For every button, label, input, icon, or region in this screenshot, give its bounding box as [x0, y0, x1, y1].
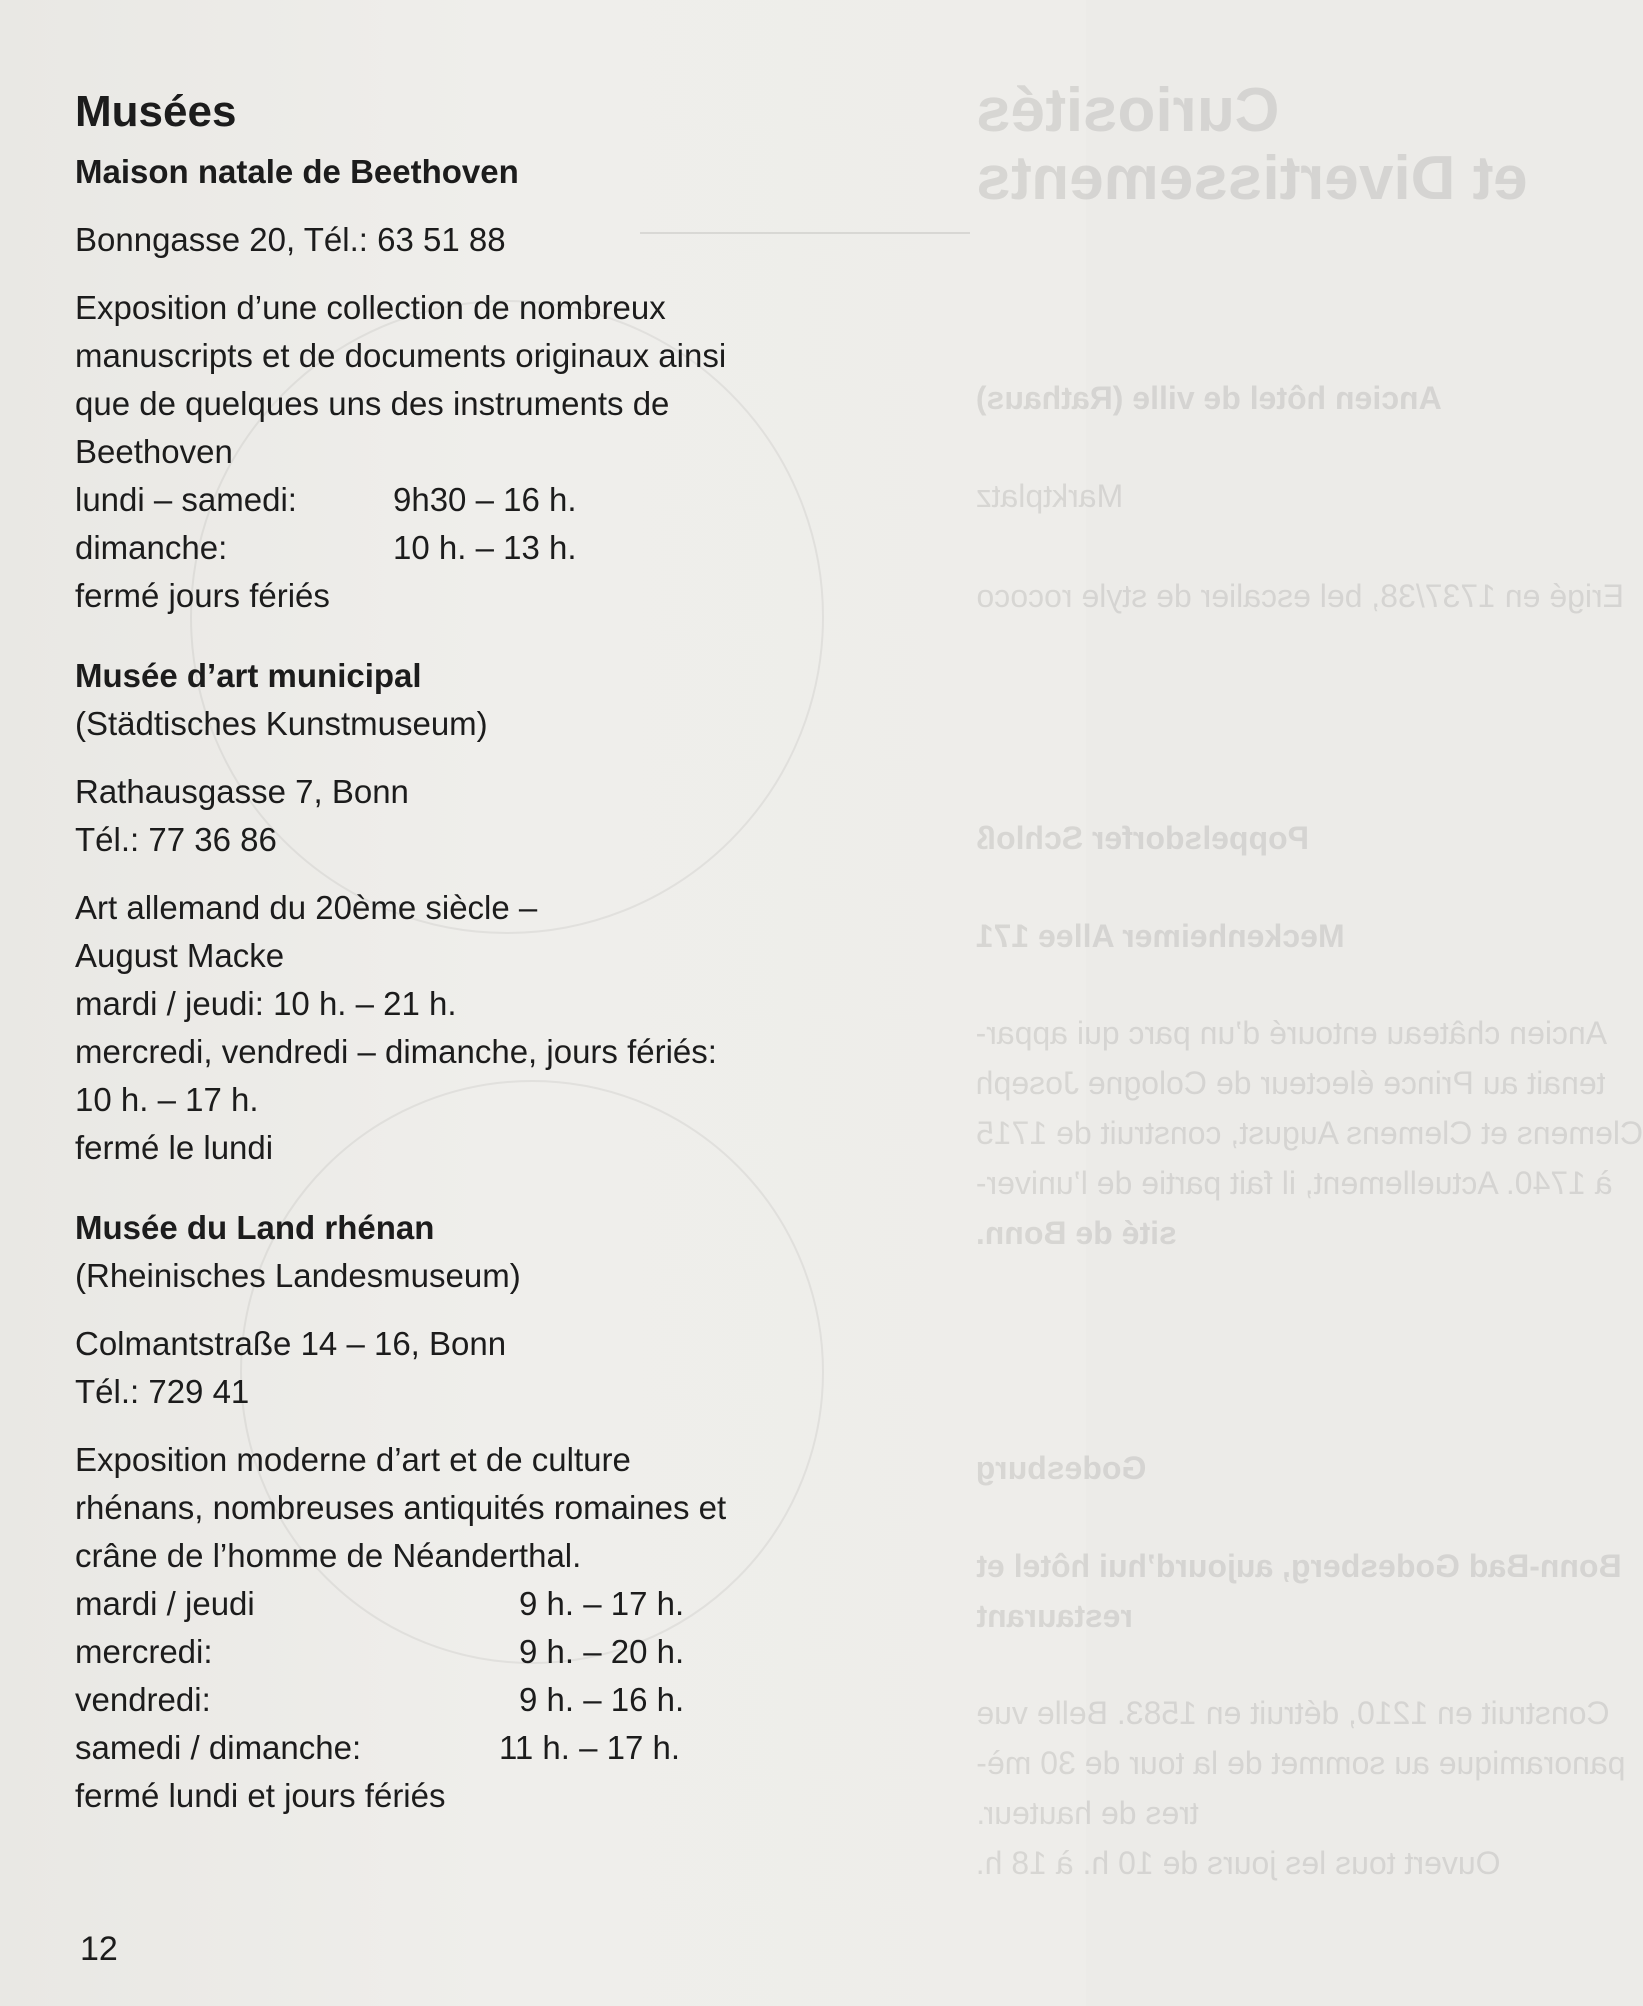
museum-entry-beethoven: [75, 148, 975, 620]
hours-time: 9h30 – 16 h.: [393, 481, 577, 518]
ghost-text: Ancien château entouré d’un parc qui appar-: [976, 1015, 1608, 1051]
museum-closed: fermé lundi et jours fériés: [75, 1777, 446, 1814]
ghost-text: Ancien hôtel de ville (Rathaus): [976, 380, 1442, 416]
section-title: Musées: [75, 87, 237, 136]
ghost-text: Construit en 1210, détruit en 1583. Belle vue: [976, 1695, 1610, 1731]
museum-address: Rathausgasse 7, Bonn: [75, 773, 409, 810]
museum-description-line: crâne de l’homme de Néanderthal.: [75, 1537, 582, 1574]
ghost-text: panoramique au sommet de la tour de 30 mè-: [976, 1745, 1626, 1781]
ghost-text: à 1740. Actuellement, il fait partie de l’univer-: [976, 1165, 1613, 1201]
museum-description-line: Art allemand du 20ème siècle –: [75, 889, 538, 926]
hours-time: 11 h. – 17 h.: [499, 1729, 681, 1766]
museum-description-line: August Macke: [75, 937, 285, 974]
museum-closed: fermé le lundi: [75, 1129, 274, 1166]
ghost-text: Marktplatz: [976, 478, 1124, 514]
museum-name: Musée d’art municipal: [75, 657, 422, 694]
museum-description-line: Exposition moderne d’art et de culture: [75, 1441, 631, 1478]
hours-line: 10 h. – 17 h.: [75, 1081, 259, 1118]
ghost-text: Bonn-Bad Godesberg, aujourd’hui hôtel et: [976, 1548, 1622, 1584]
museum-name: Musée du Land rhénan: [75, 1209, 435, 1246]
hours-days: dimanche:: [75, 529, 228, 566]
ghost-text: Curiosités: [976, 76, 1280, 145]
hours-row: [75, 1628, 975, 1676]
ghost-text: tenait au Prince électeur de Cologne Joseph: [976, 1065, 1606, 1101]
hours-row: [75, 1580, 975, 1628]
museum-description-line: que de quelques uns des instruments de: [75, 385, 670, 422]
museum-name: Maison natale de Beethoven: [75, 153, 519, 190]
museum-entry-landesmuseum: [75, 1204, 975, 1820]
page-number: 12: [80, 1930, 118, 1968]
museum-address: Bonngasse 20, Tél.: 63 51 88: [75, 221, 506, 258]
hours-row: [75, 476, 975, 524]
hours-days: mardi / jeudi: [75, 1585, 255, 1622]
hours-row: [75, 1676, 975, 1724]
hours-row: [75, 1724, 975, 1772]
hours-time: 10 h. – 13 h.: [393, 529, 577, 566]
hours-row: [75, 524, 975, 572]
hours-days: vendredi:: [75, 1681, 211, 1718]
ghost-text: Poppelsdorfer Schloß: [976, 820, 1309, 856]
ghost-text: et Divertissements: [976, 144, 1528, 213]
museum-phone: Tél.: 729 41: [75, 1373, 250, 1410]
ghost-text: Clemens et Clemens August, construit de 1715: [976, 1115, 1643, 1151]
museum-subtitle: (Städtisches Kunstmuseum): [75, 705, 488, 742]
museums-content: [75, 80, 975, 1820]
ghost-text: restaurant: [976, 1598, 1133, 1634]
museum-description-line: Exposition d’une collection de nombreux: [75, 289, 666, 326]
museum-closed: fermé jours fériés: [75, 577, 330, 614]
ghost-text: Ouvert tous les jours de 10 h. à 18 h.: [976, 1845, 1501, 1881]
museum-subtitle: (Rheinisches Landesmuseum): [75, 1257, 521, 1294]
hours-days: lundi – samedi:: [75, 481, 297, 518]
hours-line: mercredi, vendredi – dimanche, jours fériés:: [75, 1033, 717, 1070]
ghost-text: Godesburg: [976, 1450, 1147, 1486]
ghost-text: sité de Bonn.: [976, 1215, 1177, 1251]
hours-time: 9 h. – 20 h.: [519, 1633, 685, 1670]
ghost-text: Erigé en 1737/38, bel escalier de style rococo: [976, 578, 1624, 614]
museum-phone: Tél.: 77 36 86: [75, 821, 277, 858]
hours-time: 9 h. – 17 h.: [519, 1585, 685, 1622]
hours-days: mercredi:: [75, 1633, 213, 1670]
ghost-text: Meckenheimer Allee 171: [976, 918, 1345, 954]
museum-address: Colmantstraße 14 – 16, Bonn: [75, 1325, 507, 1362]
hours-time: 9 h. – 16 h.: [519, 1681, 685, 1718]
museum-description-line: rhénans, nombreuses antiquités romaines et: [75, 1489, 727, 1526]
museum-description-line: Beethoven: [75, 433, 233, 470]
museum-description-line: manuscripts et de documents originaux ainsi: [75, 337, 727, 374]
ghost-text: tres de hauteur.: [976, 1795, 1199, 1831]
hours-line: mardi / jeudi: 10 h. – 21 h.: [75, 985, 457, 1022]
museum-entry-kunstmuseum: [75, 652, 975, 1172]
hours-days: samedi / dimanche:: [75, 1729, 362, 1766]
